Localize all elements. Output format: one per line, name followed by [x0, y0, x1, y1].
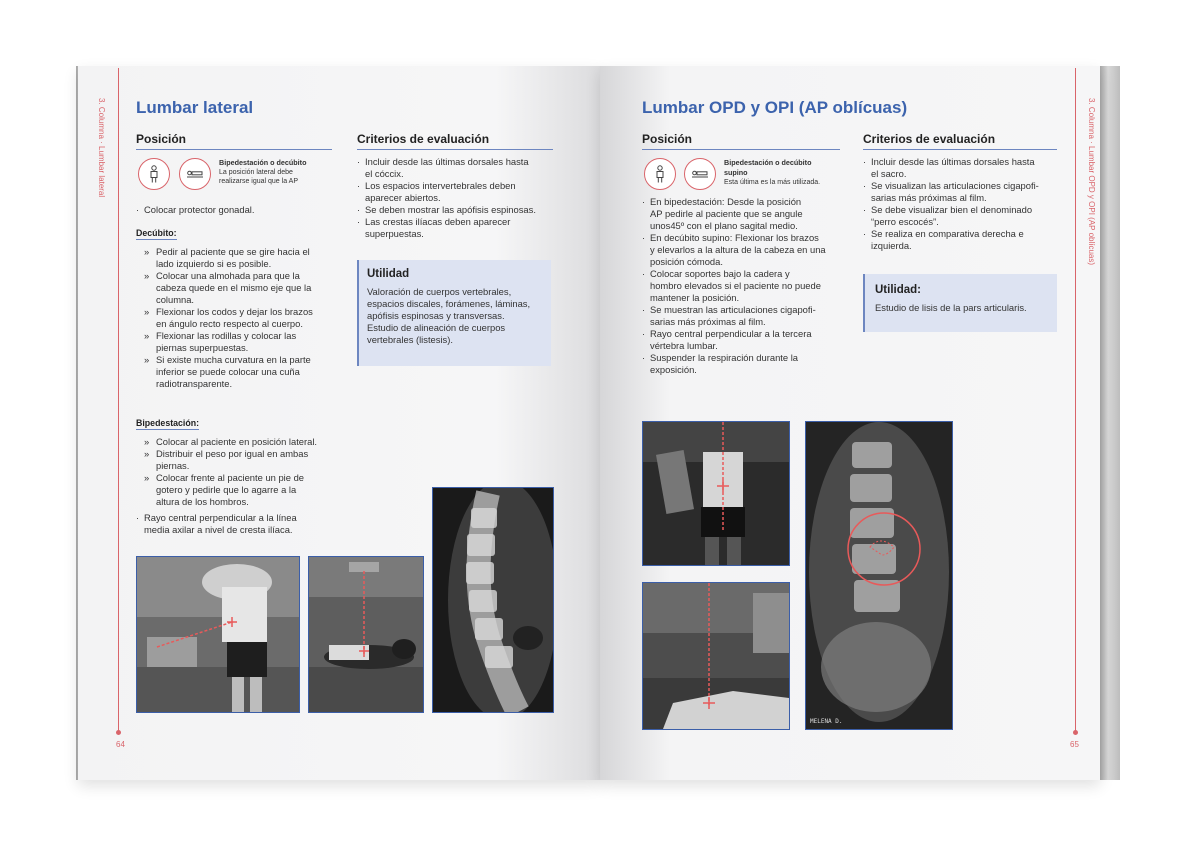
- utility-text: Valoración de cuerpos vertebrales, espacios discales, forámenes, láminas, apófisis espinosas y transversas. Estudio de alineación de cuerpos vertebrales (listesis).: [367, 286, 531, 345]
- right-margin-line: [1075, 68, 1076, 732]
- left-page: [78, 66, 600, 780]
- utility-text-right: Estudio de lisis de la pars articularis.: [875, 302, 1027, 313]
- utility-title-right: Utilidad:: [875, 284, 921, 296]
- position-caption-line-1: La posición lateral debe: [219, 169, 293, 176]
- standing-person-icon: [138, 158, 170, 190]
- standing-person-icon: [644, 158, 676, 190]
- right-page-number: 65: [1070, 740, 1079, 749]
- decubito-heading: Decúbito:: [136, 228, 177, 238]
- decubito-list: » Pedir al paciente que se gire hacia el lado izquierdo si es posible. » Colocar una almohada para que la cabeza quede en el mismo eje que la columna. » Flexionar los codos y dejar los brazos en ángulo recto respecto al cuerpo. » Flexionar las rodillas y colocar las piernas superpuestas. » Si existe mucha curvatura en la parte inferior se puede colocar una cuña radiotransparente.: [144, 246, 313, 389]
- criteria-heading-right: Criterios de evaluación: [863, 132, 1057, 150]
- page-title-right: Lumbar OPD y OPI (AP oblícuas): [642, 98, 908, 117]
- position-caption-title: Bipedestación o decúbito: [219, 158, 307, 167]
- position-list-right: · En bipedestación: Desde la posición AP pedirle al paciente que se angule unos45º con el plano sagital medio. · En decúbito supino: Flexionar los brazos y elevarlos a la altura de la cabeza en una posición cómoda. · Colocar soportes bajo la cadera y hombro elevados si el paciente no puede mantener la posición. · Se muestran las articulaciones cigapofi- sarias más próximas al film. · Rayo central perpendicular a la tercera vértebra lumbar. · Suspender la respiración durante la exposición.: [642, 196, 826, 375]
- rayo-central-item: · Rayo central perpendicular a la línea media axilar a nivel de cresta ilíaca.: [136, 512, 297, 535]
- position-caption-note: Esta última es la más utilizada.: [724, 179, 821, 186]
- left-margin-dot: [116, 730, 121, 735]
- photo-lying-oblique: [642, 582, 790, 730]
- right-side-label: 3. Columna · Lumbar OPD y OPI (AP oblícuas): [1087, 98, 1096, 266]
- right-page: [600, 66, 1100, 780]
- lying-person-icon: [179, 158, 211, 190]
- right-page-edge: [1100, 66, 1120, 780]
- utility-title: Utilidad: [367, 268, 410, 280]
- right-margin-dot: [1073, 730, 1078, 735]
- xray-label: MELENA D.: [810, 718, 843, 725]
- position-caption-title-2: supino: [724, 168, 748, 177]
- position-caption-title-1: Bipedestación o decúbito: [724, 158, 812, 167]
- criteria-heading: Criterios de evaluación: [357, 132, 553, 150]
- bipedestacion-heading: Bipedestación:: [136, 418, 200, 428]
- criteria-list-right: · Incluir desde las últimas dorsales hasta el sacro. · Se visualizan las articulaciones cigapofi- sarias más próximas al film. · Se debe visualizar bien el denominado “perro escocés”. · Se realiza en comparativa derecha e izquierda.: [863, 156, 1039, 251]
- photo-standing-lateral: [136, 556, 300, 713]
- position-heading-right: Posición: [642, 132, 840, 150]
- left-margin-line: [118, 68, 119, 732]
- left-side-label: 3. Columna · Lumbar lateral: [97, 98, 106, 198]
- xray-lumbar-lateral: [432, 487, 554, 713]
- open-book: [78, 66, 1120, 780]
- position-caption: [219, 158, 329, 186]
- utility-box: [357, 260, 551, 366]
- xray-lumbar-oblique: [805, 421, 953, 730]
- position-heading: Posición: [136, 132, 332, 150]
- lying-person-icon: [684, 158, 716, 190]
- left-page-number: 64: [116, 740, 125, 749]
- photo-standing-oblique: [642, 421, 790, 566]
- gonadal-item: · Colocar protector gonadal.: [136, 204, 255, 215]
- page-title: Lumbar lateral: [136, 98, 254, 117]
- photo-lying-lateral: [308, 556, 424, 713]
- utility-box-right: [863, 274, 1057, 332]
- position-caption-right: [724, 158, 844, 187]
- criteria-list: · Incluir desde las últimas dorsales hasta el cóccix. · Los espacios intervertebrales deben aparecer abiertos. · Se deben mostrar las apófisis espinosas. · Las crestas ilíacas deben aparecer superpuestas.: [357, 156, 536, 239]
- position-caption-line-2: realizarse igual que la AP: [219, 178, 298, 185]
- bipedestacion-list: » Colocar al paciente en posición lateral. » Distribuir el peso por igual en ambas piernas. » Colocar frente al paciente un pie de gotero y pedirle que lo agarre a la altura de los hombros.: [144, 436, 318, 507]
